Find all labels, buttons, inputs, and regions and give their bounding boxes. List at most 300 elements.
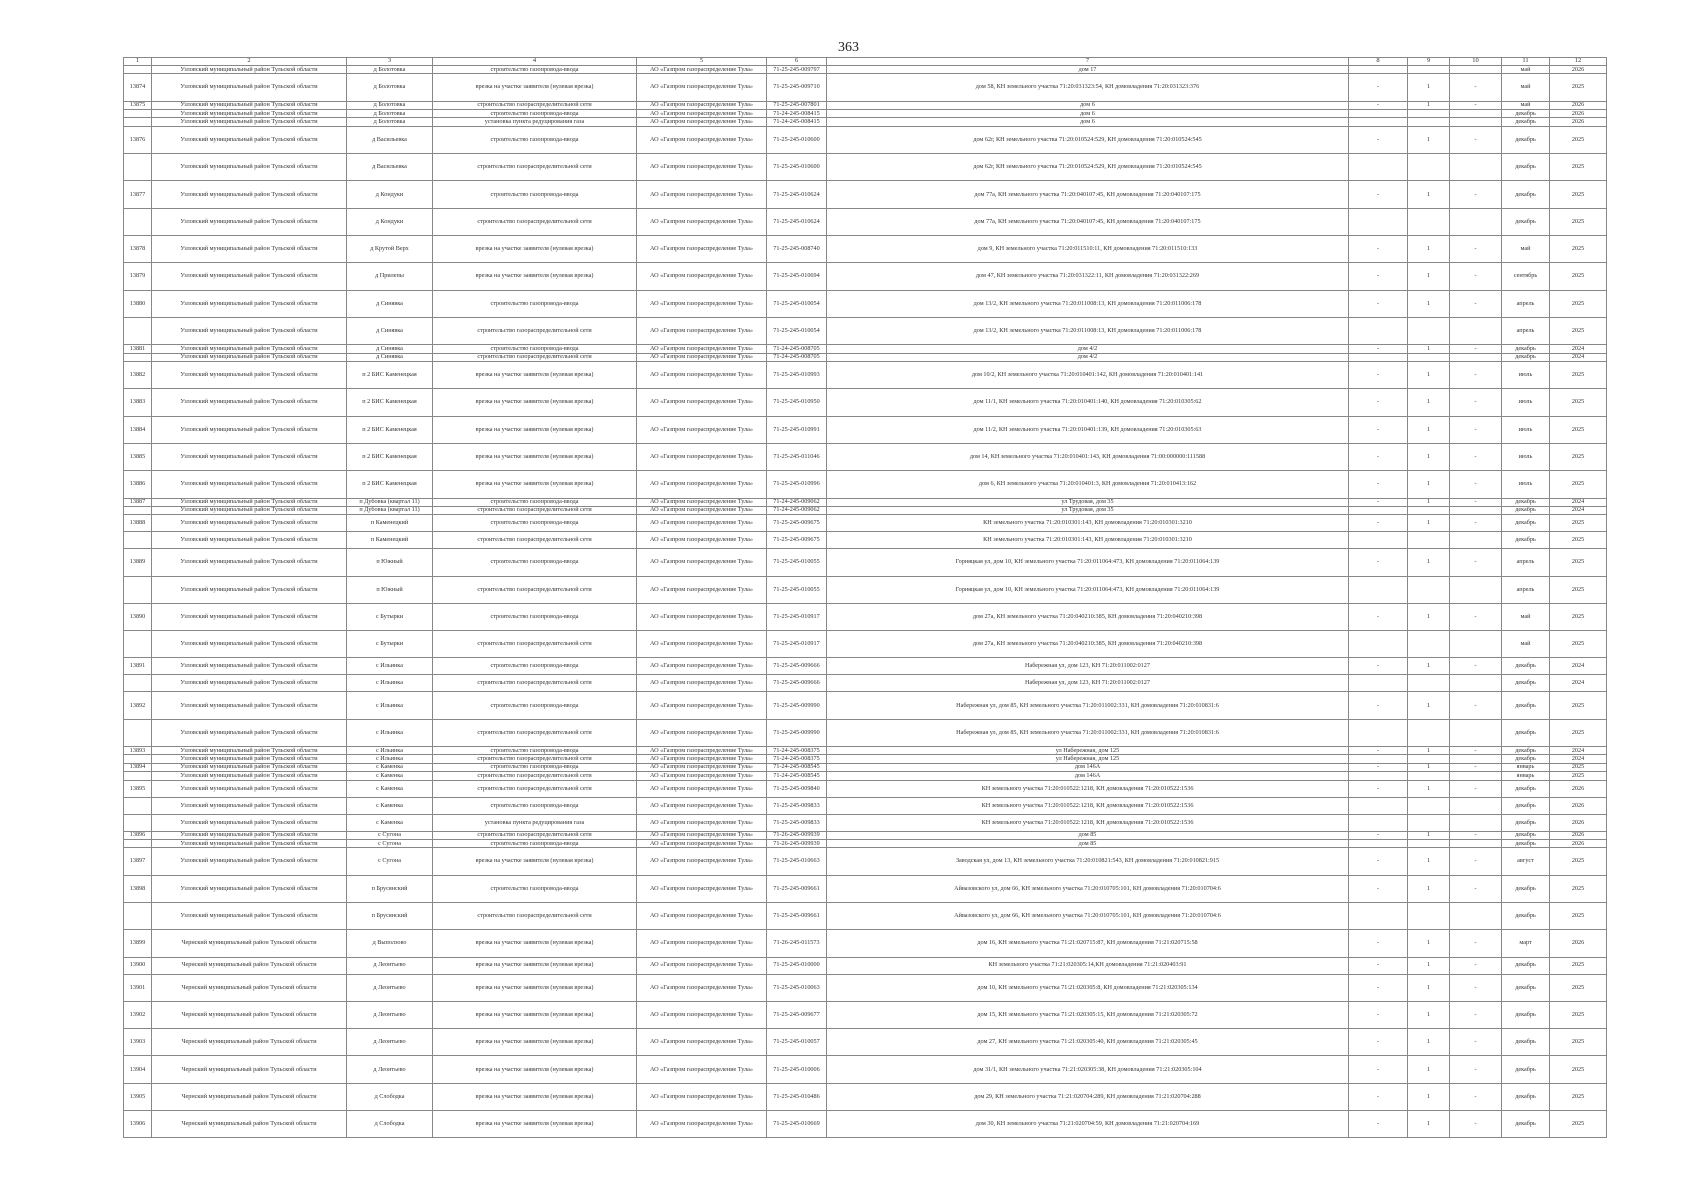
cell-year: 2025 — [1550, 515, 1607, 532]
cell-settlement: п 2 БИС Каменецкая — [347, 416, 433, 443]
cell-application-number: 71-25-245-009661 — [767, 875, 827, 902]
cell-district: Узловский муниципальный район Тульской области — [152, 903, 347, 930]
cell-year: 2026 — [1550, 101, 1607, 109]
cell-count: 1 — [1408, 930, 1450, 957]
cell-organization: АО «Газпром газораспределение Тула» — [637, 389, 767, 416]
cell-district: Узловский муниципальный район Тульской области — [152, 263, 347, 290]
cell-settlement: п 2 БИС Каменецкая — [347, 389, 433, 416]
cell-settlement: п 2 БИС Каменецкая — [347, 362, 433, 389]
cell-settlement: д Леонтьево — [347, 957, 433, 974]
cell-month: декабрь — [1502, 506, 1550, 514]
cell-year: 2025 — [1550, 1001, 1607, 1028]
cell-application-number: 71-25-245-010006 — [767, 1056, 827, 1083]
cell-organization: АО «Газпром газораспределение Тула» — [637, 930, 767, 957]
cell-work-type: строительство газопровода-ввода — [433, 692, 637, 719]
cell-month: декабрь — [1502, 353, 1550, 361]
cell-col10: - — [1450, 1001, 1502, 1028]
cell-work-type: строительство газопровода-ввода — [433, 345, 637, 353]
cell-year: 2025 — [1550, 576, 1607, 603]
cell-settlement: д Синявка — [347, 290, 433, 317]
table-row — [124, 345, 1607, 353]
cell-month: декабрь — [1502, 875, 1550, 902]
cell-address: КН земельного участка 71:20:010301:143, КН домовладения 71:20:010301:3210 — [827, 532, 1349, 549]
cell-year: 2026 — [1550, 780, 1607, 797]
cell-count — [1408, 772, 1450, 780]
cell-month: апрель — [1502, 576, 1550, 603]
cell-application-number: 71-25-245-010950 — [767, 389, 827, 416]
cell-address: дом 62г, КН земельного участка 71:20:010524:529, КН домовладения 71:20:010524:545 — [827, 154, 1349, 181]
table-row — [124, 471, 1607, 498]
cell-month: сентябрь — [1502, 263, 1550, 290]
cell-year: 2025 — [1550, 1111, 1607, 1138]
cell-row-id: 13887 — [124, 498, 152, 506]
cell-organization: АО «Газпром газораспределение Тула» — [637, 498, 767, 506]
cell-row-id — [124, 154, 152, 181]
cell-work-type: строительство газораспределительной сети — [433, 675, 637, 692]
cell-col10: - — [1450, 831, 1502, 839]
cell-settlement: д Болотовка — [347, 110, 433, 118]
cell-district: Узловский муниципальный район Тульской области — [152, 755, 347, 763]
cell-month: декабрь — [1502, 126, 1550, 153]
cell-month: январь — [1502, 772, 1550, 780]
cell-col10 — [1450, 903, 1502, 930]
cell-settlement: д Васильевка — [347, 126, 433, 153]
cell-month: декабрь — [1502, 118, 1550, 126]
cell-settlement: п 2 БИС Каменецкая — [347, 471, 433, 498]
cell-month: апрель — [1502, 317, 1550, 344]
cell-row-id: 13904 — [124, 1056, 152, 1083]
table-row — [124, 532, 1607, 549]
cell-col8: - — [1349, 603, 1408, 630]
cell-month: декабрь — [1502, 903, 1550, 930]
cell-count — [1408, 317, 1450, 344]
cell-col8: - — [1349, 263, 1408, 290]
cell-year: 2025 — [1550, 74, 1607, 101]
table-row — [124, 154, 1607, 181]
cell-work-type: строительство газораспределительной сети — [433, 317, 637, 344]
cell-organization: АО «Газпром газораспределение Тула» — [637, 1029, 767, 1056]
cell-application-number: 71-24-245-008705 — [767, 345, 827, 353]
cell-organization: АО «Газпром газораспределение Тула» — [637, 747, 767, 755]
cell-address: дом 13/2, КН земельного участка 71:20:011008:13, КН домовладения 71:20:011006:178 — [827, 290, 1349, 317]
cell-count: 1 — [1408, 831, 1450, 839]
cell-col10: - — [1450, 498, 1502, 506]
cell-row-id: 13899 — [124, 930, 152, 957]
cell-address: дом 85 — [827, 840, 1349, 848]
cell-count — [1408, 118, 1450, 126]
table-row — [124, 658, 1607, 675]
cell-col8: - — [1349, 389, 1408, 416]
cell-count: 1 — [1408, 780, 1450, 797]
table-row — [124, 576, 1607, 603]
table-row — [124, 118, 1607, 126]
cell-month: декабрь — [1502, 110, 1550, 118]
table-body — [124, 66, 1607, 1138]
cell-settlement: с Каменка — [347, 780, 433, 797]
cell-work-type: врезка на участке заявителя (нулевая врезка) — [433, 416, 637, 443]
cell-work-type: строительство газопровода-ввода — [433, 797, 637, 814]
cell-col8: - — [1349, 498, 1408, 506]
cell-settlement: с Каменка — [347, 797, 433, 814]
cell-row-id: 13889 — [124, 549, 152, 576]
cell-address: дом 4/2 — [827, 353, 1349, 361]
cell-organization: АО «Газпром газораспределение Тула» — [637, 353, 767, 361]
cell-year: 2026 — [1550, 797, 1607, 814]
cell-work-type: строительство газопровода-ввода — [433, 763, 637, 771]
cell-work-type: врезка на участке заявителя (нулевая врезка) — [433, 443, 637, 470]
cell-col10 — [1450, 154, 1502, 181]
cell-year: 2026 — [1550, 118, 1607, 126]
cell-col10: - — [1450, 957, 1502, 974]
cell-organization: АО «Газпром газораспределение Тула» — [637, 290, 767, 317]
cell-settlement: с Ильинка — [347, 747, 433, 755]
cell-col10 — [1450, 532, 1502, 549]
cell-col8 — [1349, 154, 1408, 181]
cell-month: декабрь — [1502, 154, 1550, 181]
cell-organization: АО «Газпром газораспределение Тула» — [637, 506, 767, 514]
cell-row-id: 13902 — [124, 1001, 152, 1028]
table-row — [124, 719, 1607, 746]
cell-year: 2024 — [1550, 353, 1607, 361]
cell-organization: АО «Газпром газораспределение Тула» — [637, 362, 767, 389]
cell-application-number: 71-25-245-009833 — [767, 797, 827, 814]
cell-row-id: 13880 — [124, 290, 152, 317]
cell-address: Набережная ул, дом 85, КН земельного участка 71:20:011002:331, КН домовладения 71:20:010831:6 — [827, 719, 1349, 746]
cell-address: дом 47, КН земельного участка 71:20:031322:11, КН домовладения 71:20:031322:269 — [827, 263, 1349, 290]
cell-row-id: 13886 — [124, 471, 152, 498]
cell-address: Горняцкая ул, дом 10, КН земельного участка 71:20:011064:473, КН домовладения 71:20:011064:139 — [827, 576, 1349, 603]
cell-col8: - — [1349, 974, 1408, 1001]
cell-count: 1 — [1408, 471, 1450, 498]
cell-district: Чернский муниципальный район Тульской области — [152, 1083, 347, 1110]
cell-col8: - — [1349, 236, 1408, 263]
cell-application-number: 71-25-245-010917 — [767, 603, 827, 630]
cell-organization: АО «Газпром газораспределение Тула» — [637, 154, 767, 181]
cell-work-type: врезка на участке заявителя (нулевая врезка) — [433, 1029, 637, 1056]
cell-district: Узловский муниципальный район Тульской области — [152, 763, 347, 771]
cell-organization: АО «Газпром газораспределение Тула» — [637, 755, 767, 763]
cell-month: декабрь — [1502, 974, 1550, 1001]
cell-month: май — [1502, 631, 1550, 658]
table-row — [124, 1111, 1607, 1138]
cell-count — [1408, 506, 1450, 514]
cell-application-number: 71-25-245-009666 — [767, 675, 827, 692]
cell-application-number: 71-25-245-009990 — [767, 719, 827, 746]
cell-application-number: 71-25-245-010063 — [767, 974, 827, 1001]
cell-work-type: строительство газопровода-ввода — [433, 875, 637, 902]
cell-application-number: 71-25-245-010000 — [767, 957, 827, 974]
cell-month: декабрь — [1502, 181, 1550, 208]
cell-row-id: 13878 — [124, 236, 152, 263]
cell-settlement: д Синявка — [347, 317, 433, 344]
cell-col10: - — [1450, 101, 1502, 109]
cell-col10: - — [1450, 74, 1502, 101]
cell-organization: АО «Газпром газораспределение Тула» — [637, 719, 767, 746]
cell-col10: - — [1450, 236, 1502, 263]
cell-application-number: 71-25-245-009833 — [767, 814, 827, 831]
cell-col10 — [1450, 506, 1502, 514]
cell-address: дом 17 — [827, 66, 1349, 74]
cell-application-number: 71-25-245-010694 — [767, 263, 827, 290]
cell-settlement: п Южный — [347, 576, 433, 603]
table-row — [124, 603, 1607, 630]
cell-col10: - — [1450, 1083, 1502, 1110]
cell-col8 — [1349, 903, 1408, 930]
cell-month: декабрь — [1502, 780, 1550, 797]
cell-work-type: установка пункта редуцирования газа — [433, 118, 637, 126]
cell-count: 1 — [1408, 443, 1450, 470]
cell-col10: - — [1450, 930, 1502, 957]
cell-row-id — [124, 755, 152, 763]
cell-count — [1408, 903, 1450, 930]
cell-district: Узловский муниципальный район Тульской области — [152, 345, 347, 353]
cell-col8: - — [1349, 416, 1408, 443]
table-row — [124, 755, 1607, 763]
cell-address: Набережная ул, дом 123, КН 71:20:011002:0127 — [827, 675, 1349, 692]
cell-col8: - — [1349, 875, 1408, 902]
cell-work-type: строительство газораспределительной сети — [433, 208, 637, 235]
cell-count — [1408, 814, 1450, 831]
table-row — [124, 814, 1607, 831]
cell-district: Узловский муниципальный район Тульской области — [152, 631, 347, 658]
cell-year: 2025 — [1550, 603, 1607, 630]
cell-col10: - — [1450, 1029, 1502, 1056]
cell-month: июль — [1502, 471, 1550, 498]
cell-row-id — [124, 797, 152, 814]
table-row — [124, 263, 1607, 290]
cell-col10: - — [1450, 389, 1502, 416]
cell-organization: АО «Газпром газораспределение Тула» — [637, 471, 767, 498]
cell-col8: - — [1349, 549, 1408, 576]
cell-address: КН земельного участка 71:20:010522:1218, КН домовладения 71:20:010522:1536 — [827, 814, 1349, 831]
cell-col10: - — [1450, 126, 1502, 153]
cell-organization: АО «Газпром газораспределение Тула» — [637, 831, 767, 839]
cell-count: 1 — [1408, 1056, 1450, 1083]
cell-application-number: 71-25-245-010993 — [767, 362, 827, 389]
cell-col8 — [1349, 840, 1408, 848]
cell-col8: - — [1349, 1029, 1408, 1056]
cell-month: декабрь — [1502, 840, 1550, 848]
cell-row-id: 13885 — [124, 443, 152, 470]
cell-district: Узловский муниципальный район Тульской области — [152, 831, 347, 839]
cell-organization: АО «Газпром газораспределение Тула» — [637, 208, 767, 235]
cell-count: 1 — [1408, 875, 1450, 902]
cell-application-number: 71-24-245-008415 — [767, 118, 827, 126]
cell-organization: АО «Газпром газораспределение Тула» — [637, 236, 767, 263]
cell-row-id: 13888 — [124, 515, 152, 532]
cell-application-number: 71-25-245-009675 — [767, 532, 827, 549]
cell-month: январь — [1502, 763, 1550, 771]
cell-col8 — [1349, 797, 1408, 814]
cell-col10 — [1450, 631, 1502, 658]
table-row — [124, 831, 1607, 839]
cell-organization: АО «Газпром газораспределение Тула» — [637, 780, 767, 797]
cell-settlement: с Сугона — [347, 831, 433, 839]
cell-application-number: 71-25-245-010054 — [767, 290, 827, 317]
column-header-3: 3 — [347, 58, 433, 66]
table-row — [124, 389, 1607, 416]
cell-col8: - — [1349, 74, 1408, 101]
cell-work-type: строительство газопровода-ввода — [433, 66, 637, 74]
cell-work-type: строительство газопровода-ввода — [433, 840, 637, 848]
cell-application-number: 71-25-245-007801 — [767, 101, 827, 109]
cell-address: дом 62г, КН земельного участка 71:20:010524:529, КН домовладения 71:20:010524:545 — [827, 126, 1349, 153]
cell-district: Узловский муниципальный район Тульской области — [152, 780, 347, 797]
cell-count: 1 — [1408, 549, 1450, 576]
cell-organization: АО «Газпром газораспределение Тула» — [637, 957, 767, 974]
cell-row-id: 13894 — [124, 763, 152, 771]
cell-col8 — [1349, 110, 1408, 118]
cell-organization: АО «Газпром газораспределение Тула» — [637, 903, 767, 930]
cell-count: 1 — [1408, 747, 1450, 755]
cell-col8 — [1349, 772, 1408, 780]
cell-row-id: 13900 — [124, 957, 152, 974]
cell-settlement: п Брусянский — [347, 903, 433, 930]
cell-col10 — [1450, 353, 1502, 361]
cell-organization: АО «Газпром газораспределение Тула» — [637, 974, 767, 1001]
cell-application-number: 71-25-245-011046 — [767, 443, 827, 470]
cell-district: Узловский муниципальный район Тульской области — [152, 875, 347, 902]
cell-year: 2024 — [1550, 506, 1607, 514]
cell-year: 2024 — [1550, 675, 1607, 692]
cell-district: Узловский муниципальный район Тульской области — [152, 603, 347, 630]
cell-settlement: п Каменецкий — [347, 515, 433, 532]
cell-col8: - — [1349, 957, 1408, 974]
table-row — [124, 549, 1607, 576]
cell-count: 1 — [1408, 1111, 1450, 1138]
cell-row-id: 13891 — [124, 658, 152, 675]
cell-col8 — [1349, 576, 1408, 603]
cell-col10 — [1450, 797, 1502, 814]
cell-address: дом 146А — [827, 763, 1349, 771]
cell-row-id: 13874 — [124, 74, 152, 101]
cell-count: 1 — [1408, 1001, 1450, 1028]
cell-organization: АО «Газпром газораспределение Тула» — [637, 317, 767, 344]
cell-col8: - — [1349, 658, 1408, 675]
cell-year: 2024 — [1550, 345, 1607, 353]
cell-row-id: 13895 — [124, 780, 152, 797]
cell-month: декабрь — [1502, 797, 1550, 814]
cell-count: 1 — [1408, 126, 1450, 153]
cell-settlement: с Сугона — [347, 848, 433, 875]
cell-organization: АО «Газпром газораспределение Тула» — [637, 840, 767, 848]
cell-count — [1408, 154, 1450, 181]
cell-work-type: строительство газопровода-ввода — [433, 110, 637, 118]
cell-address: ул Набережная, дом 125 — [827, 747, 1349, 755]
cell-district: Узловский муниципальный район Тульской области — [152, 126, 347, 153]
cell-col10 — [1450, 772, 1502, 780]
cell-col10: - — [1450, 603, 1502, 630]
cell-organization: АО «Газпром газораспределение Тула» — [637, 181, 767, 208]
cell-district: Чернский муниципальный район Тульской области — [152, 1029, 347, 1056]
cell-year: 2026 — [1550, 831, 1607, 839]
cell-application-number: 71-25-245-009990 — [767, 692, 827, 719]
cell-count: 1 — [1408, 362, 1450, 389]
cell-row-id: 13901 — [124, 974, 152, 1001]
gasification-schedule-table — [123, 57, 1607, 1138]
cell-month: декабрь — [1502, 1056, 1550, 1083]
table-row — [124, 74, 1607, 101]
cell-count: 1 — [1408, 498, 1450, 506]
cell-col8: - — [1349, 1056, 1408, 1083]
cell-district: Узловский муниципальный район Тульской области — [152, 110, 347, 118]
cell-address: дом 10, КН земельного участка 71:21:020305:8, КН домовладения 71:21:020305:134 — [827, 974, 1349, 1001]
cell-count — [1408, 675, 1450, 692]
cell-application-number: 71-25-245-010055 — [767, 576, 827, 603]
cell-month: декабрь — [1502, 208, 1550, 235]
cell-col8: - — [1349, 1001, 1408, 1028]
cell-year: 2024 — [1550, 747, 1607, 755]
cell-row-id — [124, 317, 152, 344]
cell-district: Чернский муниципальный район Тульской области — [152, 1056, 347, 1083]
cell-organization: АО «Газпром газораспределение Тула» — [637, 763, 767, 771]
cell-col8: - — [1349, 345, 1408, 353]
cell-address: ул Набережная, дом 125 — [827, 755, 1349, 763]
cell-application-number: 71-25-245-010624 — [767, 181, 827, 208]
cell-address: дом 146А — [827, 772, 1349, 780]
cell-organization: АО «Газпром газораспределение Тула» — [637, 797, 767, 814]
cell-address: Набережная ул, дом 123, КН 71:20:011002:0127 — [827, 658, 1349, 675]
cell-application-number: 71-24-245-008545 — [767, 763, 827, 771]
table-row — [124, 631, 1607, 658]
cell-work-type: строительство газораспределительной сети — [433, 755, 637, 763]
cell-organization: АО «Газпром газораспределение Тула» — [637, 1056, 767, 1083]
cell-application-number: 71-25-245-010669 — [767, 1111, 827, 1138]
cell-work-type: строительство газопровода-ввода — [433, 747, 637, 755]
cell-col10 — [1450, 118, 1502, 126]
table-row — [124, 126, 1607, 153]
cell-year: 2025 — [1550, 236, 1607, 263]
cell-district: Узловский муниципальный район Тульской области — [152, 208, 347, 235]
cell-application-number: 71-24-245-008415 — [767, 110, 827, 118]
cell-settlement: д Леонтьево — [347, 974, 433, 1001]
cell-district: Узловский муниципальный район Тульской области — [152, 814, 347, 831]
table-row — [124, 903, 1607, 930]
cell-address: Айвазовского ул, дом 66, КН земельного участка 71:20:010705:101, КН домовладения 71:20:010704:6 — [827, 875, 1349, 902]
table-row — [124, 875, 1607, 902]
cell-settlement: с Каменка — [347, 814, 433, 831]
cell-work-type: строительство газопровода-ввода — [433, 515, 637, 532]
cell-col10: - — [1450, 692, 1502, 719]
cell-settlement: п Дубовка (квартал 11) — [347, 498, 433, 506]
cell-col10 — [1450, 755, 1502, 763]
cell-month: декабрь — [1502, 532, 1550, 549]
cell-row-id: 13876 — [124, 126, 152, 153]
cell-organization: АО «Газпром газораспределение Тула» — [637, 416, 767, 443]
cell-year: 2025 — [1550, 532, 1607, 549]
cell-col8: - — [1349, 101, 1408, 109]
cell-col10 — [1450, 576, 1502, 603]
cell-settlement: д Болотовка — [347, 66, 433, 74]
cell-address: дом 77а, КН земельного участка 71:20:040107:45, КН домовладения 71:20:040107:175 — [827, 208, 1349, 235]
cell-district: Узловский муниципальный район Тульской области — [152, 840, 347, 848]
cell-organization: АО «Газпром газораспределение Тула» — [637, 263, 767, 290]
cell-district: Чернский муниципальный район Тульской области — [152, 1001, 347, 1028]
table-row — [124, 930, 1607, 957]
cell-district: Узловский муниципальный район Тульской области — [152, 443, 347, 470]
table-row — [124, 110, 1607, 118]
cell-organization: АО «Газпром газораспределение Тула» — [637, 66, 767, 74]
cell-address: КН земельного участка 71:20:010522:1218, КН домовладения 71:20:010522:1536 — [827, 780, 1349, 797]
cell-work-type: строительство газораспределительной сети — [433, 576, 637, 603]
cell-work-type: врезка на участке заявителя (нулевая врезка) — [433, 930, 637, 957]
cell-application-number: 71-25-245-010600 — [767, 126, 827, 153]
cell-address: Заводская ул, дом 13, КН земельного участка 71:20:010821:543, КН домовладения 71:20:010821:915 — [827, 848, 1349, 875]
cell-district: Узловский муниципальный район Тульской области — [152, 317, 347, 344]
cell-row-id — [124, 631, 152, 658]
column-header-10: 10 — [1450, 58, 1502, 66]
cell-organization: АО «Газпром газораспределение Тула» — [637, 658, 767, 675]
